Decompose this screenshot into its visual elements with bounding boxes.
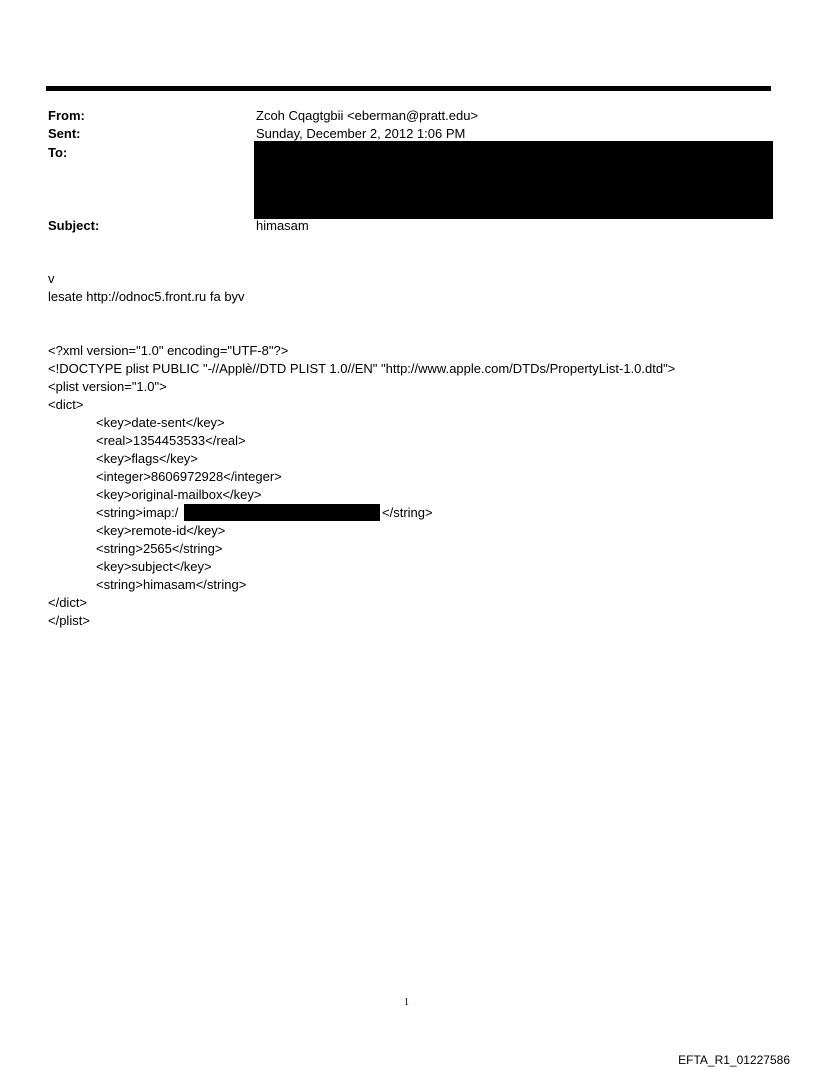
xml-line: <key>subject</key> [96,559,212,574]
xml-line: <key>flags</key> [96,451,198,466]
mailbox-redaction [184,504,380,521]
sent-value: Sunday, December 2, 2012 1:06 PM [256,126,466,141]
xml-line: <string>imap:/ [96,505,179,520]
from-value: Zcoh Cqagtgbii <eberman@pratt.edu> [256,108,479,123]
xml-line: </dict> [48,595,88,610]
xml-line: <?xml version="1.0" encoding="UTF-8"?> [48,343,289,358]
xml-line: <!DOCTYPE plist PUBLIC "-//Applè//DTD PLIST 1.0//EN" "http://www.apple.com/DTDs/PropertyList-1.0.dtd"> [48,361,676,376]
xml-line: </string> [382,505,433,520]
to-redaction [254,141,773,219]
sent-label: Sent: [48,126,81,141]
xml-line: <string>2565</string> [96,541,223,556]
to-label: To: [48,145,68,160]
xml-line: <plist version="1.0"> [48,379,167,394]
xml-line: </plist> [48,613,90,628]
header-rule [46,86,771,91]
body-line: v [48,271,55,286]
subject-value: himasam [256,218,309,233]
body-line: lesate http://odnoc5.front.ru fa byv [48,289,245,304]
xml-line: <dict> [48,397,84,412]
xml-line: <key>remote-id</key> [96,523,226,538]
subject-label: Subject: [48,218,100,233]
document-id: EFTA_R1_01227586 [678,1053,790,1067]
xml-line: <key>original-mailbox</key> [96,487,262,502]
xml-line: <integer>8606972928</integer> [96,469,282,484]
from-label: From: [48,108,85,123]
xml-line: <key>date-sent</key> [96,415,225,430]
xml-line: <real>1354453533</real> [96,433,246,448]
xml-line: <string>himasam</string> [96,577,247,592]
page-number: 1 [404,997,409,1008]
